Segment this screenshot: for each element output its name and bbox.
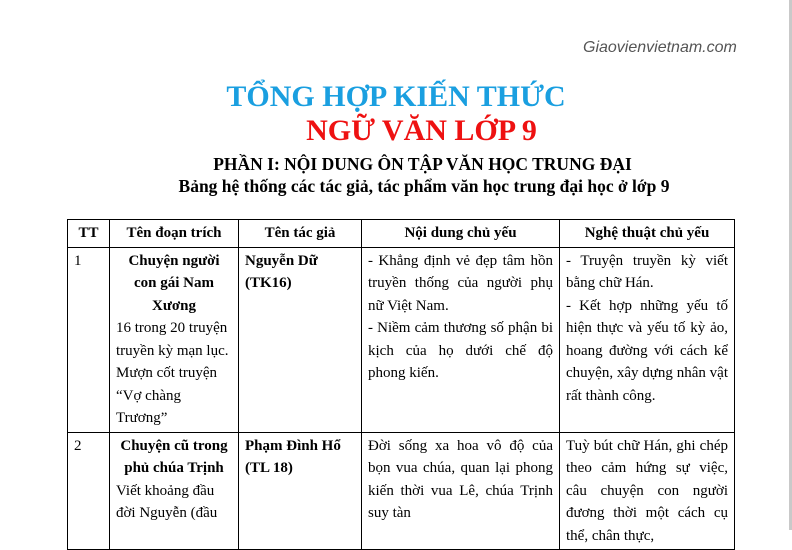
header-author: Tên tác giả xyxy=(239,220,362,248)
row-number: 2 xyxy=(68,432,110,550)
works-table xyxy=(67,219,735,550)
table-row xyxy=(68,247,735,432)
header-tt: TT xyxy=(68,220,110,248)
document-title-line-2: NGỮ VĂN LỚP 9 xyxy=(306,114,537,147)
author-name: Phạm Đình Hổ (TL 18) xyxy=(239,432,362,550)
section-subheading: Bảng hệ thống các tác giả, tác phẩm văn học trung đại học ở lớp 9 xyxy=(178,176,670,196)
work-title: Chuyện cũ trong phủ chúa Trịnh xyxy=(120,437,228,476)
row-number: 1 xyxy=(68,247,110,432)
work-info: 16 trong 20 truyện truyền kỳ mạn lục. Mượn cốt truyện “Vợ chàng Trương” xyxy=(116,320,229,426)
content-point: - Khẳng định vẻ đẹp tâm hồn truyền thống của người phụ nữ Việt Nam. xyxy=(368,252,553,314)
work-cell xyxy=(110,247,239,432)
content-point: - Niềm cảm thương số phận bi kịch của họ dưới chế độ phong kiến. xyxy=(368,320,553,381)
header-art: Nghệ thuật chủ yếu xyxy=(560,220,735,248)
author-name: Nguyễn Dữ (TK16) xyxy=(239,247,362,432)
art-point: Tuỳ bút chữ Hán, ghi chép theo cảm hứng sự việc, câu chuyện con người đương thời một cách cụ thể, chân thực, xyxy=(566,437,728,544)
document-title-line-1: TỔNG HỢP KIẾN THỨC xyxy=(226,80,566,113)
table-header-row xyxy=(68,220,735,248)
section-heading: PHẦN I: NỘI DUNG ÔN TẬP VĂN HỌC TRUNG ĐẠI xyxy=(213,154,632,174)
header-work-title: Tên đoạn trích xyxy=(110,220,239,248)
work-info: Viết khoảng đầu đời Nguyễn (đầu xyxy=(116,482,218,521)
content-cell xyxy=(362,432,560,550)
art-point: - Truyện truyền kỳ viết bằng chữ Hán. xyxy=(566,252,728,291)
table-row xyxy=(68,432,735,550)
content-point: Đời sống xa hoa vô độ của bọn vua chúa, quan lại phong kiến thời vua Lê, chúa Trịnh suy tàn xyxy=(368,437,553,521)
watermark: Giaovienvietnam.com xyxy=(583,39,737,56)
content-cell xyxy=(362,247,560,432)
art-cell xyxy=(560,432,735,550)
work-cell xyxy=(110,432,239,550)
header-content: Nội dung chủ yếu xyxy=(362,220,560,248)
art-point: - Kết hợp những yếu tố hiện thực và yếu tố kỳ ảo, hoang đường với cách kể chuyện, xây dựng nhân vật rất thành công. xyxy=(566,297,728,404)
work-title: Chuyện người con gái Nam Xương xyxy=(128,252,220,314)
art-cell xyxy=(560,247,735,432)
